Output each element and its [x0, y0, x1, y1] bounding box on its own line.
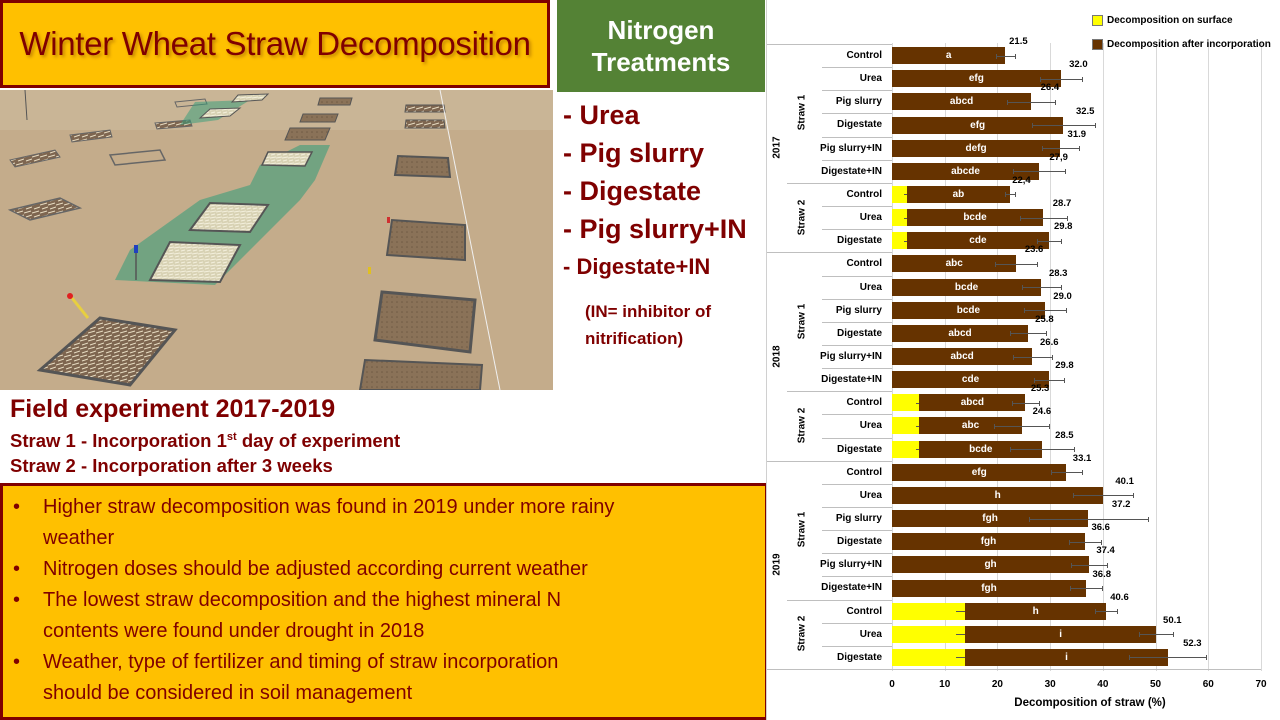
error-bar: [1020, 218, 1067, 219]
inhibitor-note-line1: (IN= inhibitor of: [585, 302, 712, 321]
error-cap: [1010, 447, 1011, 452]
error-cap: [1061, 239, 1062, 244]
row-label: Control: [846, 397, 882, 409]
x-tick-label: 60: [1202, 679, 1214, 690]
bar-incorporation: i: [965, 626, 1156, 643]
error-cap: [1013, 169, 1014, 174]
bar-incorporation: ab: [907, 186, 1010, 203]
error-cap: [1074, 447, 1075, 452]
error-bar: [1012, 403, 1039, 404]
error-cap: [1012, 401, 1013, 406]
error-bar: [995, 264, 1037, 265]
bar-incorporation: efg: [892, 117, 1063, 134]
error-cap: [1070, 586, 1071, 591]
year-separator: [767, 669, 892, 670]
bar-incorporation: abcd: [892, 325, 1028, 342]
error-bar: [1073, 495, 1133, 496]
bar-incorporation: fgh: [892, 510, 1088, 527]
x-axis-line: [892, 669, 1261, 670]
bar-incorporation: abc: [919, 417, 1021, 434]
straw1-text: Straw 1 - Incorporation 1: [10, 430, 227, 452]
gridline: [1156, 43, 1157, 671]
bar-incorporation: abcd: [892, 348, 1032, 365]
subgroup-label: Straw 2: [796, 407, 808, 444]
error-bar: [996, 56, 1015, 57]
row-label: Pig slurry: [835, 513, 882, 524]
gridline: [1261, 43, 1262, 671]
row-label: Pig slurry+IN: [820, 350, 882, 362]
value-label: 25.8: [1035, 313, 1054, 325]
error-bar: [1022, 287, 1061, 288]
row-label: Digestate: [836, 651, 882, 663]
x-tick-label: 20: [991, 679, 1003, 690]
value-label: 22,4: [1012, 174, 1031, 186]
value-label: 33.1: [1072, 452, 1092, 464]
row-label: Urea: [859, 489, 882, 501]
value-label: 26.4: [1040, 82, 1060, 94]
straw1-suffix: day of experiment: [236, 430, 401, 452]
bullet-icon: •: [13, 558, 21, 580]
value-label: 27,9: [1049, 151, 1068, 163]
error-bar: [1010, 333, 1046, 334]
error-cap: [1148, 517, 1149, 522]
conclusion-line: contents were found under drought in 2018: [43, 620, 425, 642]
error-bar: [1042, 148, 1079, 149]
row-label: Digestate: [836, 235, 882, 247]
legend-label: Decomposition on surface: [1107, 15, 1233, 26]
error-bar: [1129, 657, 1206, 658]
inhibitor-note-line2: nitrification): [585, 329, 684, 348]
year-label: 2017: [771, 136, 783, 159]
error-bar: [1010, 449, 1074, 450]
error-cap: [1020, 216, 1021, 221]
error-cap: [1066, 308, 1067, 313]
error-cap: [1082, 77, 1083, 82]
error-bar: [1032, 125, 1095, 126]
row-label: Digestate+IN: [821, 374, 882, 386]
error-cap: [1046, 331, 1047, 336]
bar-incorporation: abc: [892, 255, 1016, 272]
value-label: 32.5: [1075, 105, 1095, 117]
bar-surface: [892, 649, 965, 666]
row-label: Control: [846, 466, 882, 478]
value-label: 32.0: [1069, 59, 1088, 71]
straw1-description: [10, 426, 400, 452]
legend-incorporation: [1092, 39, 1271, 50]
field-photo: [0, 90, 553, 390]
error-bar: [1013, 357, 1052, 358]
error-cap: [1102, 586, 1103, 591]
row-label: Digestate: [836, 119, 882, 131]
error-cap: [1039, 401, 1040, 406]
bar-incorporation: h: [892, 487, 1103, 504]
value-label: 28.7: [1052, 198, 1072, 210]
row-label: Pig slurry: [835, 96, 882, 108]
x-tick-label: 50: [1150, 679, 1162, 690]
slide-title: Winter Wheat Straw Decomposition: [19, 25, 531, 62]
error-cap: [1082, 470, 1083, 475]
error-cap: [1055, 100, 1056, 105]
row-label: Digestate: [836, 443, 882, 455]
error-cap: [1061, 285, 1062, 290]
value-label: 40.6: [1110, 591, 1129, 603]
x-tick-label: 40: [1097, 679, 1109, 690]
legend-label: Decomposition after incorporation: [1107, 39, 1271, 50]
conclusion-line: Higher straw decomposition was found in 2019 under more rainy: [43, 496, 615, 518]
bar-incorporation: gh: [892, 556, 1089, 573]
top-separator: [767, 44, 892, 45]
error-cap: [1024, 308, 1025, 313]
value-label: 26.6: [1040, 337, 1059, 349]
error-bar: [1071, 565, 1107, 566]
bullet-icon: •: [13, 651, 21, 673]
row-label: Digestate: [836, 327, 882, 339]
x-axis-label: Decomposition of straw (%): [1014, 697, 1166, 709]
row-label: Urea: [859, 420, 882, 432]
x-tick-label: 30: [1044, 679, 1056, 690]
error-cap: [1034, 378, 1035, 383]
error-cap: [1051, 470, 1052, 475]
row-label: Control: [846, 258, 882, 270]
value-label: 50.1: [1163, 614, 1182, 626]
bar-incorporation: defg: [892, 140, 1060, 157]
error-cap: [1052, 355, 1053, 360]
treatment-urea: - Urea: [563, 100, 640, 130]
straw1-sup: st: [226, 431, 237, 443]
value-label: 29.8: [1053, 221, 1073, 233]
year-label: 2018: [771, 344, 783, 368]
error-bar: [994, 426, 1049, 427]
bar-surface: [892, 603, 965, 620]
error-cap: [1073, 493, 1074, 498]
legend-swatch-surface: [1092, 15, 1103, 26]
value-label: 29.8: [1055, 360, 1074, 372]
error-cap: [1071, 563, 1072, 568]
row-label: Urea: [859, 281, 882, 293]
error-bar: [1070, 588, 1103, 589]
x-tick-label: 70: [1255, 679, 1267, 690]
subgroup-label: Straw 1: [796, 303, 808, 340]
error-cap: [1022, 285, 1023, 290]
error-cap: [1133, 493, 1134, 498]
nitrogen-treatments-list: [563, 96, 768, 286]
error-cap: [1107, 563, 1108, 568]
error-cap: [1069, 540, 1070, 545]
nitrogen-treatments-header: [557, 0, 765, 92]
field-plots-image: [0, 90, 553, 390]
bar-incorporation: efg: [892, 464, 1066, 481]
error-cap: [1173, 632, 1174, 637]
row-label: Digestate+IN: [821, 165, 882, 177]
error-bar: [1007, 102, 1054, 103]
error-cap: [1117, 609, 1118, 614]
error-bar: [1024, 310, 1066, 311]
error-cap: [1007, 100, 1008, 105]
subgroup-label: Straw 1: [796, 511, 808, 548]
bar-incorporation: fgh: [892, 580, 1086, 597]
error-cap: [1206, 655, 1207, 660]
value-label: 24.6: [1032, 406, 1052, 418]
error-cap: [1013, 355, 1014, 360]
conclusions-box: [0, 483, 768, 720]
bar-incorporation: bcde: [919, 441, 1042, 458]
error-cap: [1095, 123, 1096, 128]
bar-incorporation: a: [892, 47, 1005, 64]
error-cap: [1015, 54, 1016, 59]
error-cap: [1042, 146, 1043, 151]
error-cap: [1101, 540, 1102, 545]
treatment-pig-slurry-in: - Pig slurry+IN: [563, 214, 747, 244]
error-cap: [1029, 517, 1030, 522]
gridline: [1208, 43, 1209, 671]
legend-surface: [1092, 15, 1233, 26]
error-bar: [1069, 542, 1102, 543]
subgroup-label: Straw 2: [796, 616, 808, 652]
bullet-icon: •: [13, 589, 21, 611]
conclusion-item: [13, 492, 755, 554]
bullet-icon: •: [13, 496, 21, 518]
conclusion-item: [13, 585, 755, 647]
error-bar: [1051, 472, 1083, 473]
row-label: Pig slurry+IN: [820, 559, 882, 571]
bar-incorporation: h: [965, 603, 1106, 620]
error-cap: [1065, 169, 1066, 174]
conclusion-line: Nitrogen doses should be adjusted according current weather: [43, 558, 588, 580]
inhibitor-note: [585, 298, 765, 352]
bar-incorporation: fgh: [892, 533, 1085, 550]
error-cap: [995, 262, 996, 267]
value-label: 25.3: [1030, 383, 1050, 395]
error-cap: [1095, 609, 1096, 614]
bar-incorporation: efg: [892, 70, 1061, 87]
value-label: 31.9: [1067, 128, 1087, 140]
row-label: Control: [846, 605, 882, 617]
treatment-digestate: - Digestate: [563, 176, 702, 206]
conclusion-item: [13, 554, 755, 585]
value-label: 36.8: [1092, 568, 1112, 580]
row-label: Control: [846, 50, 882, 61]
bar-incorporation: cde: [907, 232, 1049, 249]
value-label: 29.0: [1053, 290, 1072, 302]
conclusion-line: Weather, type of fertilizer and timing of straw incorporation: [43, 651, 559, 673]
error-cap: [1005, 192, 1006, 197]
conclusion-line: weather: [43, 527, 115, 549]
error-cap: [1067, 216, 1068, 221]
value-label: 28.5: [1055, 429, 1074, 441]
error-cap: [996, 54, 997, 59]
x-tick-label: 0: [889, 679, 895, 690]
year-label: 2019: [771, 553, 783, 576]
value-label: 37.4: [1096, 545, 1115, 557]
slide-title-box: [0, 0, 550, 88]
subgroup-label: Straw 2: [796, 199, 808, 235]
error-cap: [1079, 146, 1080, 151]
error-bar: [1005, 194, 1016, 195]
bar-incorporation: abcd: [919, 394, 1025, 411]
error-cap: [1129, 655, 1130, 660]
error-cap: [1049, 424, 1050, 429]
row-label: Urea: [859, 73, 882, 85]
nitrogen-header-line1: Nitrogen: [607, 15, 715, 45]
bar-incorporation: bcde: [892, 302, 1045, 319]
row-label: Urea: [859, 212, 882, 224]
error-cap: [1037, 239, 1038, 244]
bar-incorporation: bcde: [892, 279, 1041, 296]
nitrogen-header-line2: Treatments: [591, 47, 731, 77]
value-label: 52.3: [1183, 637, 1202, 649]
field-experiment-title: Field experiment 2017-2019: [10, 395, 336, 423]
error-bar: [1029, 519, 1148, 520]
row-label: Digestate+IN: [821, 582, 882, 594]
bar-incorporation: i: [965, 649, 1167, 666]
error-cap: [1139, 632, 1140, 637]
row-label: Control: [846, 188, 882, 200]
error-bar: [1139, 634, 1174, 635]
conclusion-line: should be considered in soil management: [43, 682, 413, 704]
treatment-pig-slurry: - Pig slurry: [563, 138, 705, 168]
bar-incorporation: bcde: [907, 209, 1044, 226]
subgroup-label: Straw 1: [796, 95, 808, 131]
error-bar: [1034, 380, 1065, 381]
bar-incorporation: cde: [892, 371, 1049, 388]
value-label: 23.6: [1024, 244, 1044, 256]
row-label: Pig slurry: [835, 304, 882, 316]
bar-incorporation: abcde: [892, 163, 1039, 180]
error-bar: [1040, 79, 1082, 80]
error-bar: [1095, 611, 1116, 612]
row-label: Urea: [859, 628, 882, 640]
error-cap: [1040, 77, 1041, 82]
error-bar: [1013, 171, 1065, 172]
value-label: 40.1: [1115, 475, 1134, 487]
straw2-description: Straw 2 - Incorporation after 3 weeks: [10, 455, 333, 476]
legend-swatch-incorporation: [1092, 39, 1103, 50]
conclusion-line: The lowest straw decomposition and the highest mineral N: [43, 589, 562, 611]
error-cap: [1015, 192, 1016, 197]
error-bar: [1037, 241, 1061, 242]
conclusion-item: [13, 647, 755, 709]
value-label: 21.5: [1009, 36, 1028, 48]
value-label: 28.3: [1048, 267, 1068, 279]
value-label: 36.6: [1091, 522, 1110, 534]
error-cap: [994, 424, 995, 429]
bar-incorporation: abcd: [892, 93, 1031, 110]
value-label: 37.2: [1111, 499, 1131, 511]
row-label: Pig slurry+IN: [820, 142, 882, 154]
error-cap: [1010, 331, 1011, 336]
row-label: Digestate: [836, 536, 882, 548]
x-tick-label: 10: [939, 679, 951, 690]
treatment-digestate-in: - Digestate+IN: [563, 254, 711, 279]
error-cap: [1032, 123, 1033, 128]
error-cap: [1037, 262, 1038, 267]
bar-surface: [892, 626, 965, 643]
error-cap: [1064, 378, 1065, 383]
